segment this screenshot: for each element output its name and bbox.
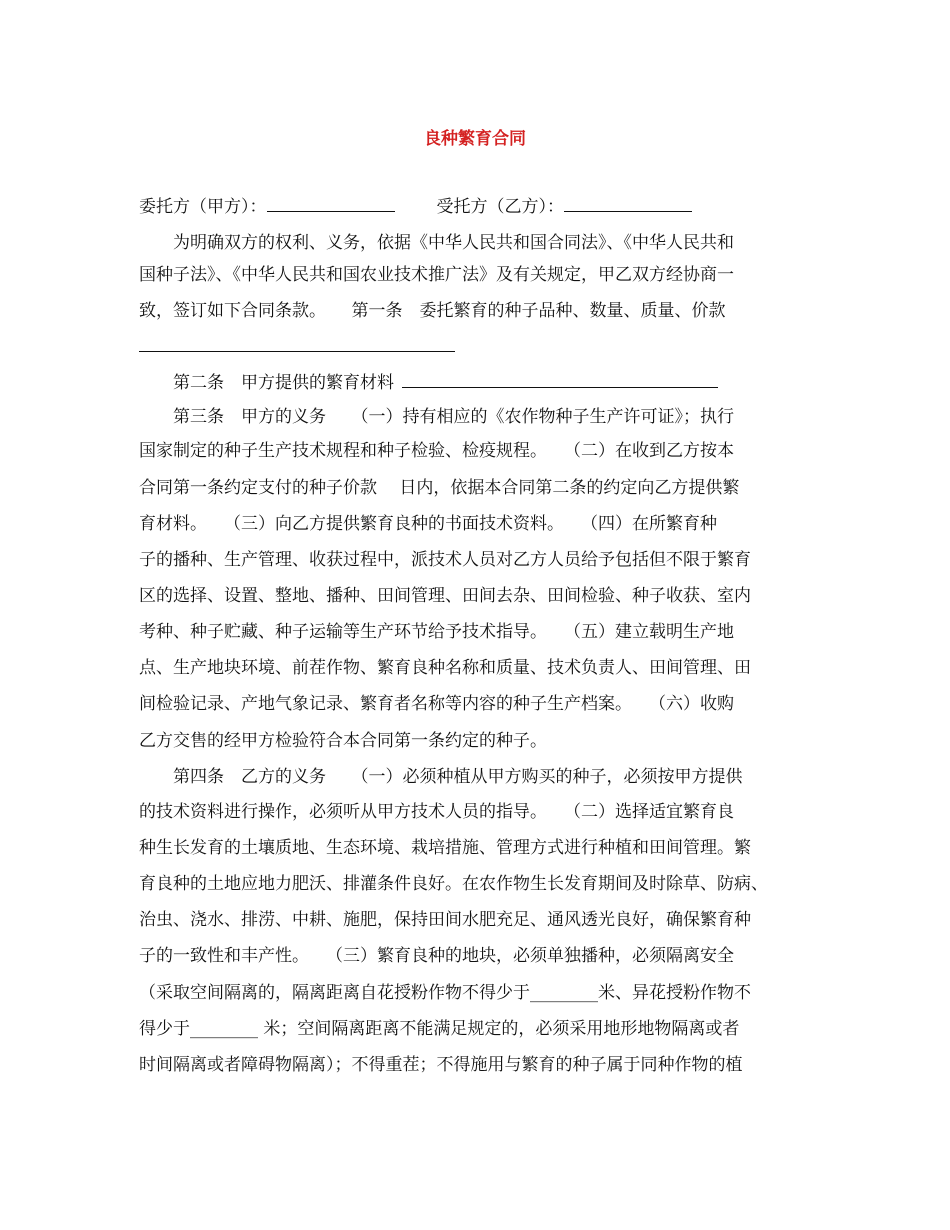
text-line: 区的选择、设置、整地、播种、田间管理、田间去杂、田间检验、种子收获、室内: [139, 586, 751, 606]
text-line: 乙方交售的经甲方检验符合本合同第一条约定的种子。: [139, 731, 547, 751]
text-line: 第三条 甲方的义务 （一）持有相应的《农作物种子生产许可证》；执行: [173, 407, 734, 427]
party-a-label: 委托方（甲方）：: [139, 197, 267, 217]
text-line: 时间隔离或者障碍物隔离）；不得重茬；不得施用与繁育的种子属于同种作物的植: [139, 1055, 743, 1075]
text-line: 的技术资料进行操作，必须听从甲方技术人员的指导。 （二）选择适宜繁育良: [139, 802, 734, 822]
text-line: 致，签订如下合同条款。 第一条 委托繁育的种子品种、数量、质量、价款: [139, 301, 726, 321]
text-line: 国家制定的种子生产技术规程和种子检验、检疫规程。 （二）在收到乙方按本: [139, 441, 734, 461]
document-title: 良种繁育合同: [424, 129, 526, 149]
text-line: 间检验记录、产地气象记录、繁育者名称等内容的种子生产档案。 （六）收购: [139, 694, 734, 714]
article-one-blank: [139, 337, 455, 352]
text-line: [173, 371, 853, 395]
text-line: 育良种的土地应地力肥沃、排灌条件良好。在农作物生长发育期间及时除草、防病、: [139, 874, 768, 894]
text-line: 种生长发育的土壤质地、生态环境、栽培措施、管理方式进行种植和田间管理。繁: [139, 838, 751, 858]
party-b-label: 受托方（乙方）：: [436, 197, 564, 217]
text-line: 考种、种子贮藏、种子运输等生产环节给予技术指导。 （五）建立载明生产地: [139, 622, 734, 642]
text-line-blank: [139, 335, 819, 359]
text-line: 子的一致性和丰产性。 （三）繁育良种的地块，必须单独播种，必须隔离安全: [139, 946, 734, 966]
text-line: 国种子法》、《中华人民共和国农业技术推广法》及有关规定，甲乙双方经协商一: [139, 265, 734, 285]
text-line: 合同第一条约定支付的种子价款 日内，依据本合同第二条的约定向乙方提供繁: [139, 478, 740, 498]
party-a-blank: [267, 197, 395, 212]
text-line: 为明确双方的权利、义务，依据《中华人民共和国合同法》、《中华人民共和: [173, 233, 734, 253]
parties-line: [139, 195, 819, 219]
party-b-blank: [564, 197, 692, 212]
text-line: 第四条 乙方的义务 （一）必须种植从甲方购买的种子，必须按甲方提供: [173, 767, 743, 787]
article-two-blank: [402, 373, 718, 388]
text-line: 治虫、浇水、排涝、中耕、施肥，保持田间水肥充足、通风透光良好，确保繁育种: [139, 910, 751, 930]
text-line: 育材料。 （三）向乙方提供繁育良种的书面技术资料。 （四）在所繁育种: [139, 514, 717, 534]
article-two-text: 第二条 甲方提供的繁育材料: [173, 373, 394, 393]
text-line: 得少于________ 米；空间隔离距离不能满足规定的，必须采用地形地物隔离或者: [139, 1019, 740, 1039]
text-line: 子的播种、生产管理、收获过程中，派技术人员对乙方人员给予包括但不限于繁育: [139, 550, 751, 570]
text-line: 点、生产地块环境、前茬作物、繁育良种名称和质量、技术负责人、田间管理、田: [139, 658, 751, 678]
text-line: （采取空间隔离的，隔离距离自花授粉作物不得少于________米、异花授粉作物不: [139, 983, 751, 1003]
